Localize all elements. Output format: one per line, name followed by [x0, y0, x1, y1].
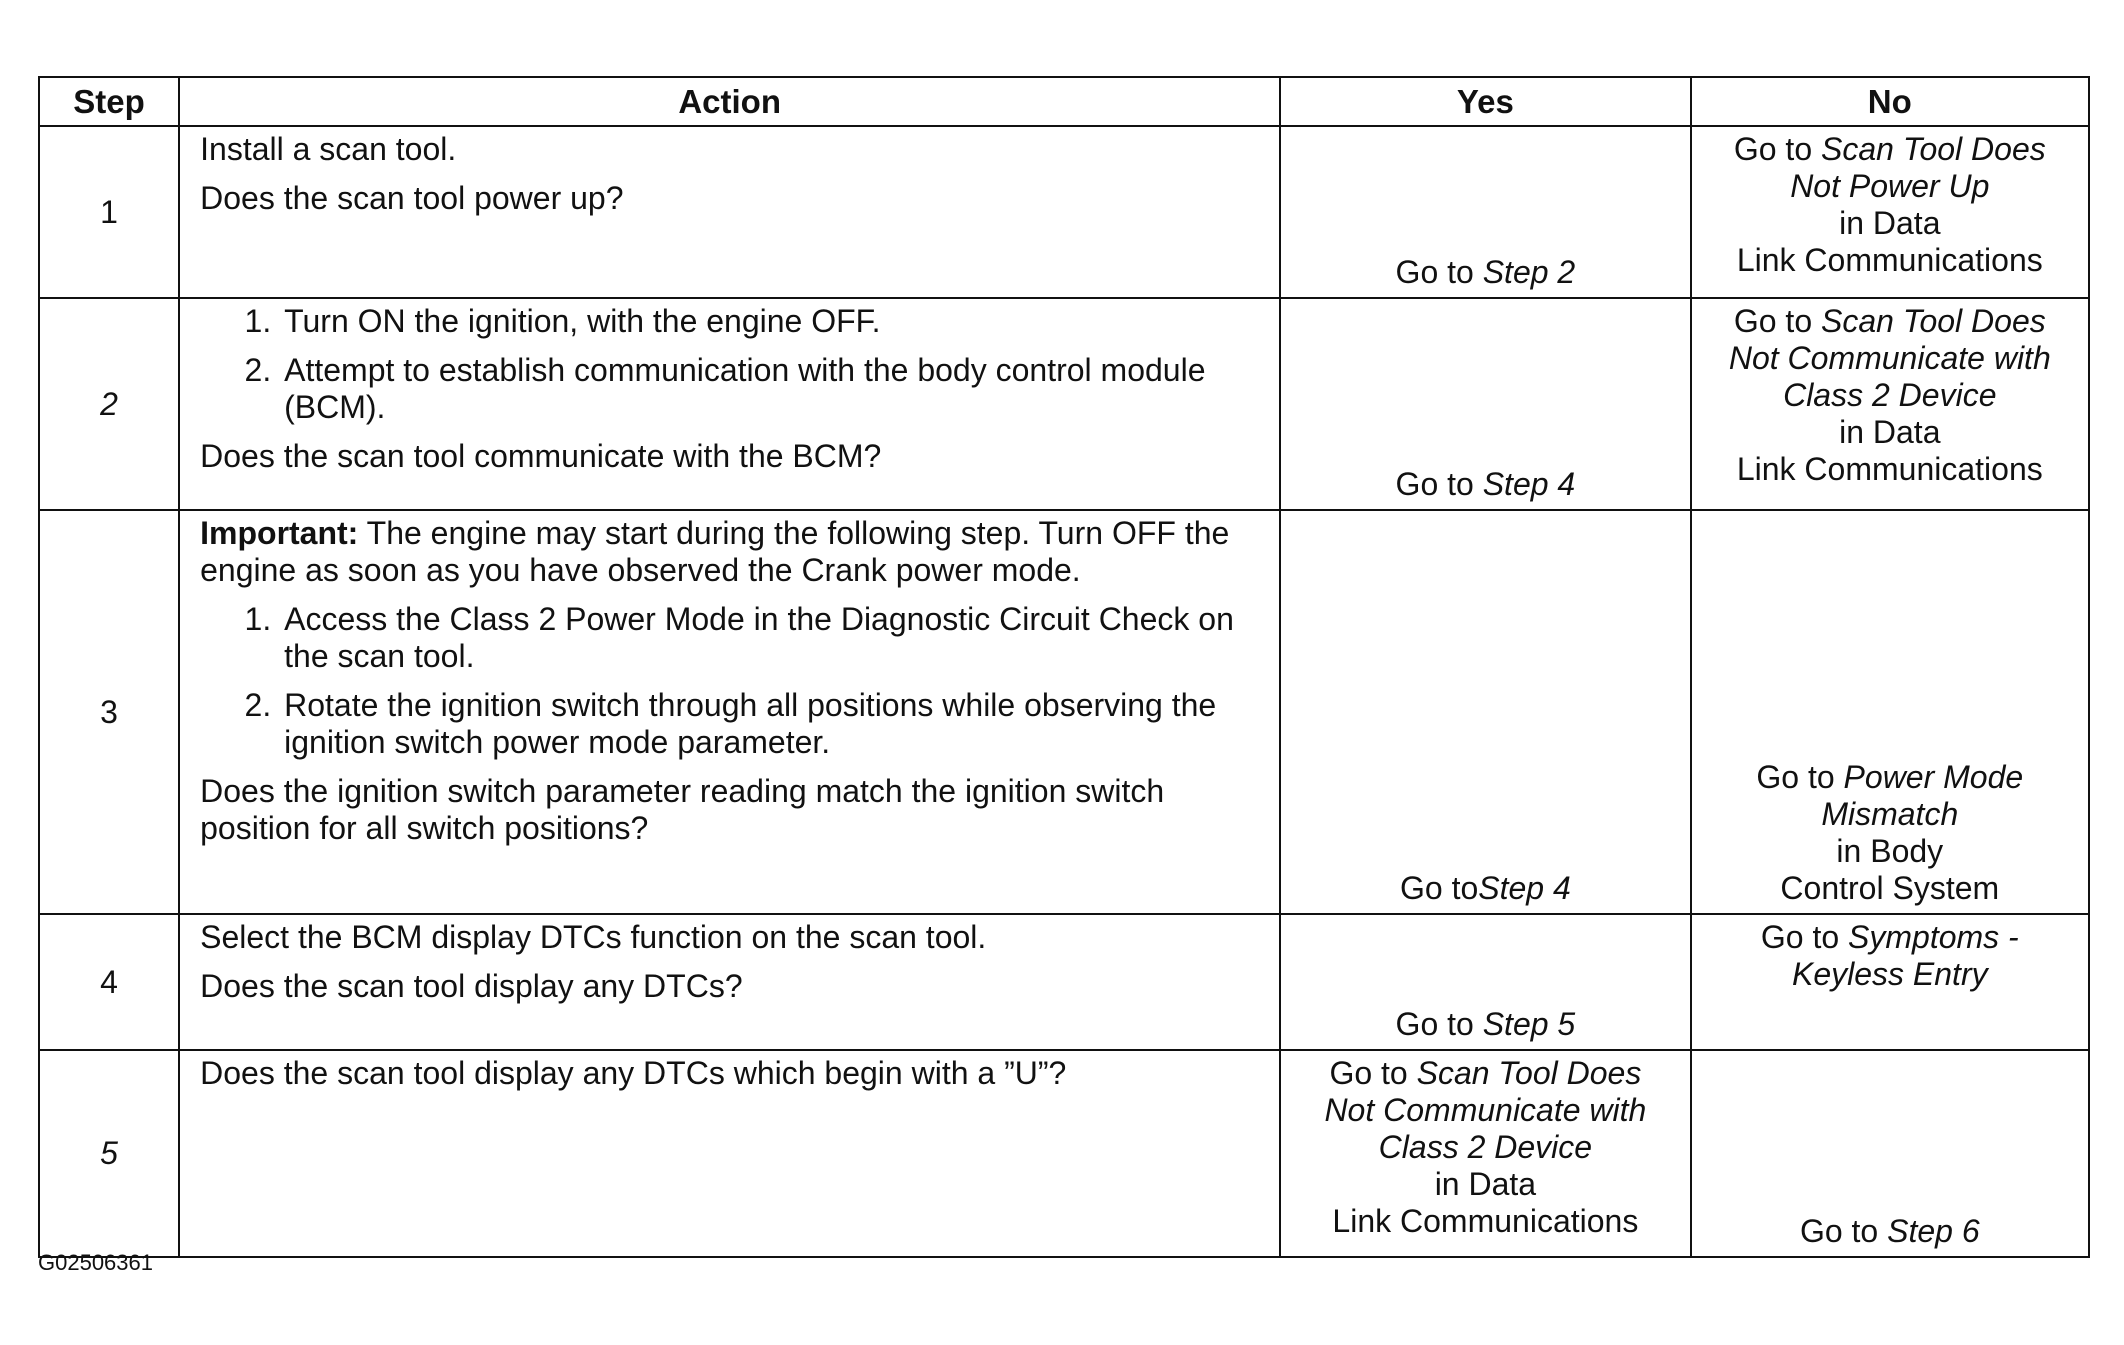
procedure-link[interactable]: Class 2 Device [1378, 1129, 1593, 1165]
procedure-link[interactable]: Mismatch [1821, 796, 1959, 832]
action-cell [179, 510, 1280, 914]
goto-text: Go to [1395, 1006, 1483, 1042]
procedure-link[interactable]: Not Power Up [1790, 168, 1990, 204]
action-steps [200, 601, 1259, 761]
section-text: in Data [1839, 205, 1941, 241]
step-number: 3 [39, 510, 179, 914]
table-row [39, 914, 2089, 1050]
action-text: Install a scan tool. [200, 131, 457, 167]
table-row [39, 1050, 2089, 1257]
action-step-item: 2. Attempt to establish communication with the body control module (BCM). [280, 352, 1259, 426]
goto-text: Go to [1733, 303, 1821, 339]
no-cell [1691, 126, 2089, 298]
header-no: No [1691, 77, 2089, 126]
step-link[interactable]: Step 4 [1482, 466, 1576, 502]
goto-text: Go to [1756, 759, 1844, 795]
goto-text: Go to [1329, 1055, 1417, 1091]
header-step: Step [39, 77, 179, 126]
section-text: Link Communications [1736, 451, 2043, 487]
no-cell [1691, 1050, 2089, 1257]
header-action: Action [179, 77, 1280, 126]
table-row [39, 126, 2089, 298]
yes-cell [1280, 510, 1690, 914]
goto-text: Go to [1799, 1213, 1888, 1249]
step-number: 1 [39, 126, 179, 298]
procedure-link[interactable]: Scan Tool Does [1821, 303, 2046, 339]
section-text: Link Communications [1332, 1203, 1639, 1239]
yes-cell [1280, 298, 1690, 510]
step-link[interactable]: Step 2 [1482, 254, 1576, 290]
yes-cell [1280, 1050, 1690, 1257]
step-link[interactable]: Step 6 [1887, 1213, 1980, 1249]
procedure-link[interactable]: Scan Tool Does [1821, 131, 2046, 167]
goto-text: Go to [1733, 131, 1821, 167]
action-step-item: 2. Rotate the ignition switch through all positions while observing the ignition switch power mode parameter. [280, 687, 1259, 761]
action-question: Does the scan tool display any DTCs? [200, 968, 743, 1004]
action-cell [179, 126, 1280, 298]
action-cell [179, 298, 1280, 510]
important-text: The engine may start during the following step. Turn OFF the engine as soon as you have observed the Crank power mode. [200, 515, 1230, 588]
diagnostic-table [38, 76, 2090, 1258]
action-cell [179, 914, 1280, 1050]
action-question: Does the scan tool communicate with the BCM? [200, 438, 882, 474]
goto-text: Go to [1760, 919, 1849, 955]
yes-cell [1280, 914, 1690, 1050]
action-text: Select the BCM display DTCs function on the scan tool. [200, 919, 987, 955]
procedure-link[interactable]: Keyless Entry [1791, 956, 1988, 992]
procedure-link[interactable]: Symptoms - [1848, 919, 2019, 955]
action-question: Does the ignition switch parameter reading match the ignition switch position for all switch positions? [200, 773, 1165, 846]
section-text: in Body [1836, 833, 1944, 869]
important-note [200, 515, 1259, 589]
action-steps [200, 303, 1259, 426]
section-text: in Data [1839, 414, 1941, 450]
action-question: Does the scan tool display any DTCs which begin with a ”U”? [200, 1055, 1067, 1091]
procedure-link[interactable]: Power Mode [1843, 759, 2024, 795]
diagnostic-document [38, 76, 2090, 1258]
action-cell [179, 1050, 1280, 1257]
section-text: Control System [1780, 870, 2000, 906]
table-row [39, 298, 2089, 510]
goto-text: Go to [1395, 466, 1483, 502]
header-yes: Yes [1280, 77, 1690, 126]
action-step-item: 1. Access the Class 2 Power Mode in the Diagnostic Circuit Check on the scan tool. [280, 601, 1259, 675]
procedure-link[interactable]: Not Communicate with [1324, 1092, 1647, 1128]
important-label: Important: [200, 515, 359, 551]
table-header-row [39, 77, 2089, 126]
procedure-link[interactable]: Class 2 Device [1783, 377, 1997, 413]
action-question: Does the scan tool power up? [200, 180, 624, 216]
step-number: 5 [39, 1050, 179, 1257]
table-row [39, 510, 2089, 914]
figure-id: G02506361 [38, 1250, 153, 1275]
step-number: 4 [39, 914, 179, 1050]
section-text: in Data [1434, 1166, 1537, 1202]
procedure-link[interactable]: Scan Tool Does [1416, 1055, 1642, 1091]
step-link[interactable]: Step 4 [1478, 870, 1571, 906]
step-number: 2 [39, 298, 179, 510]
goto-text: Go to [1399, 870, 1479, 906]
procedure-link[interactable]: Not Communicate with [1728, 340, 2051, 376]
no-cell [1691, 914, 2089, 1050]
section-text: Link Communications [1736, 242, 2043, 278]
goto-text: Go to [1395, 254, 1483, 290]
yes-cell [1280, 126, 1690, 298]
step-link[interactable]: Step 5 [1482, 1006, 1576, 1042]
action-step-item: 1. Turn ON the ignition, with the engine OFF. [280, 303, 1259, 340]
no-cell [1691, 298, 2089, 510]
no-cell [1691, 510, 2089, 914]
